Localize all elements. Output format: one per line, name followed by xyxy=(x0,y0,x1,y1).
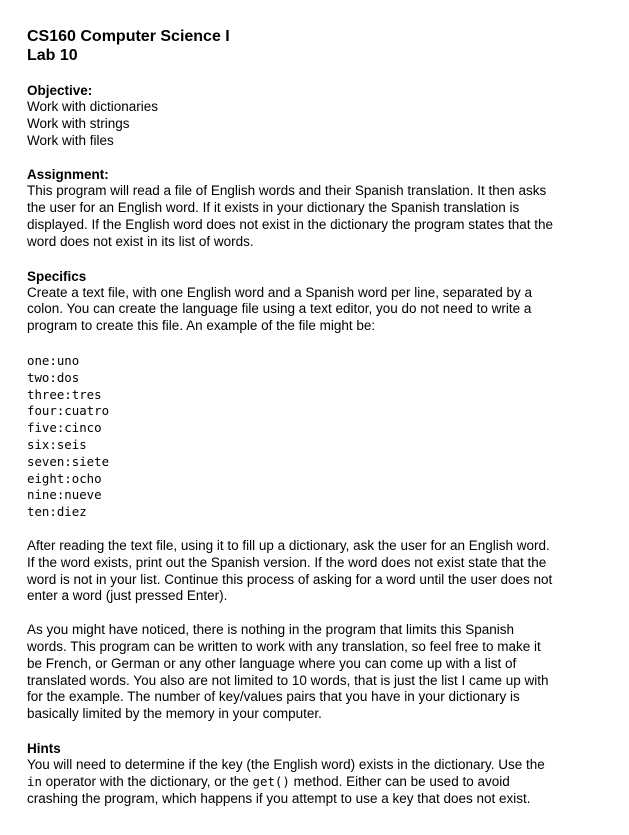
example-file-line: four:cuatro xyxy=(27,403,110,419)
notice-line: translated words. You also are not limited to 10 words, that is just the list I came up with xyxy=(27,672,549,688)
example-file-line: ten:diez xyxy=(27,504,87,520)
hints-line xyxy=(27,774,597,791)
specifics-heading: Specifics xyxy=(27,268,87,284)
usage-line: word is not in your list. Continue this process of asking for a word until the user does not xyxy=(27,571,553,587)
specifics-intro-line: Create a text file, with one English word and a Spanish word per line, separated by a xyxy=(27,284,533,300)
notice-line: for the example. The number of key/values pairs that you have in your dictionary is xyxy=(27,689,520,705)
usage-line: enter a word (just pressed Enter). xyxy=(27,588,228,604)
assignment-section xyxy=(27,166,597,250)
notice-line: basically limited by the memory in your computer. xyxy=(27,706,322,722)
specifics-intro-line: program to create this file. An example of the file might be: xyxy=(27,318,376,334)
assignment-line: displayed. If the English word does not exist in the dictionary the program states that the xyxy=(27,216,554,232)
objective-section xyxy=(27,82,597,149)
usage-line: If the word exists, print out the Spanish version. If the word does not exist state that the xyxy=(27,554,547,570)
assignment-line: word does not exist in its list of words. xyxy=(27,233,254,249)
get-method-code: get() xyxy=(252,773,290,789)
example-file-line: seven:siete xyxy=(27,453,110,469)
hints-text: method. Either can be used to avoid xyxy=(289,773,510,789)
usage-line: After reading the text file, using it to fill up a dictionary, ask the user for an English word. xyxy=(27,537,550,553)
example-file-line: eight:ocho xyxy=(27,470,102,486)
notice-line: As you might have noticed, there is nothing in the program that limits this Spanish xyxy=(27,622,515,638)
example-file-line: one:uno xyxy=(27,352,80,368)
example-file-block xyxy=(27,353,597,521)
objective-item: Work with files xyxy=(27,132,114,148)
hints-heading: Hints xyxy=(27,740,61,756)
example-file-line: nine:nueve xyxy=(27,487,102,503)
objective-item: Work with dictionaries xyxy=(27,99,159,114)
assignment-heading: Assignment: xyxy=(27,167,109,183)
specifics-intro-line: colon. You can create the language file using a text editor, you do not need to write a xyxy=(27,301,532,317)
hints-line: crashing the program, which happens if you attempt to use a key that does not exist. xyxy=(27,790,531,806)
assignment-line: This program will read a file of English words and their Spanish translation. It then asks xyxy=(27,183,547,199)
assignment-line: the user for an English word. If it exists in your dictionary the Spanish translation is xyxy=(27,200,520,216)
notice-line: be French, or German or any other language where you can come up with a list of xyxy=(27,655,517,671)
document-header xyxy=(27,27,597,65)
example-file-line: two:dos xyxy=(27,369,80,385)
lab-title: Lab 10 xyxy=(27,47,78,64)
hints-text: operator with the dictionary, or the xyxy=(41,773,253,789)
example-file-line: six:seis xyxy=(27,436,87,452)
notice-line: words. This program can be written to work with any translation, so feel free to make it xyxy=(27,638,541,654)
example-file-line: five:cinco xyxy=(27,420,102,436)
course-title: CS160 Computer Science I xyxy=(27,28,230,45)
hints-section xyxy=(27,740,597,807)
notice-paragraph xyxy=(27,622,597,723)
objective-item: Work with strings xyxy=(27,115,130,131)
example-file-line: three:tres xyxy=(27,386,102,402)
specifics-section xyxy=(27,268,597,723)
objective-heading: Objective: xyxy=(27,83,93,98)
document-page xyxy=(27,27,597,807)
in-operator-code: in xyxy=(27,773,42,789)
usage-paragraph xyxy=(27,538,597,605)
hints-line: You will need to determine if the key (the English word) exists in the dictionary. Use the xyxy=(27,756,545,772)
